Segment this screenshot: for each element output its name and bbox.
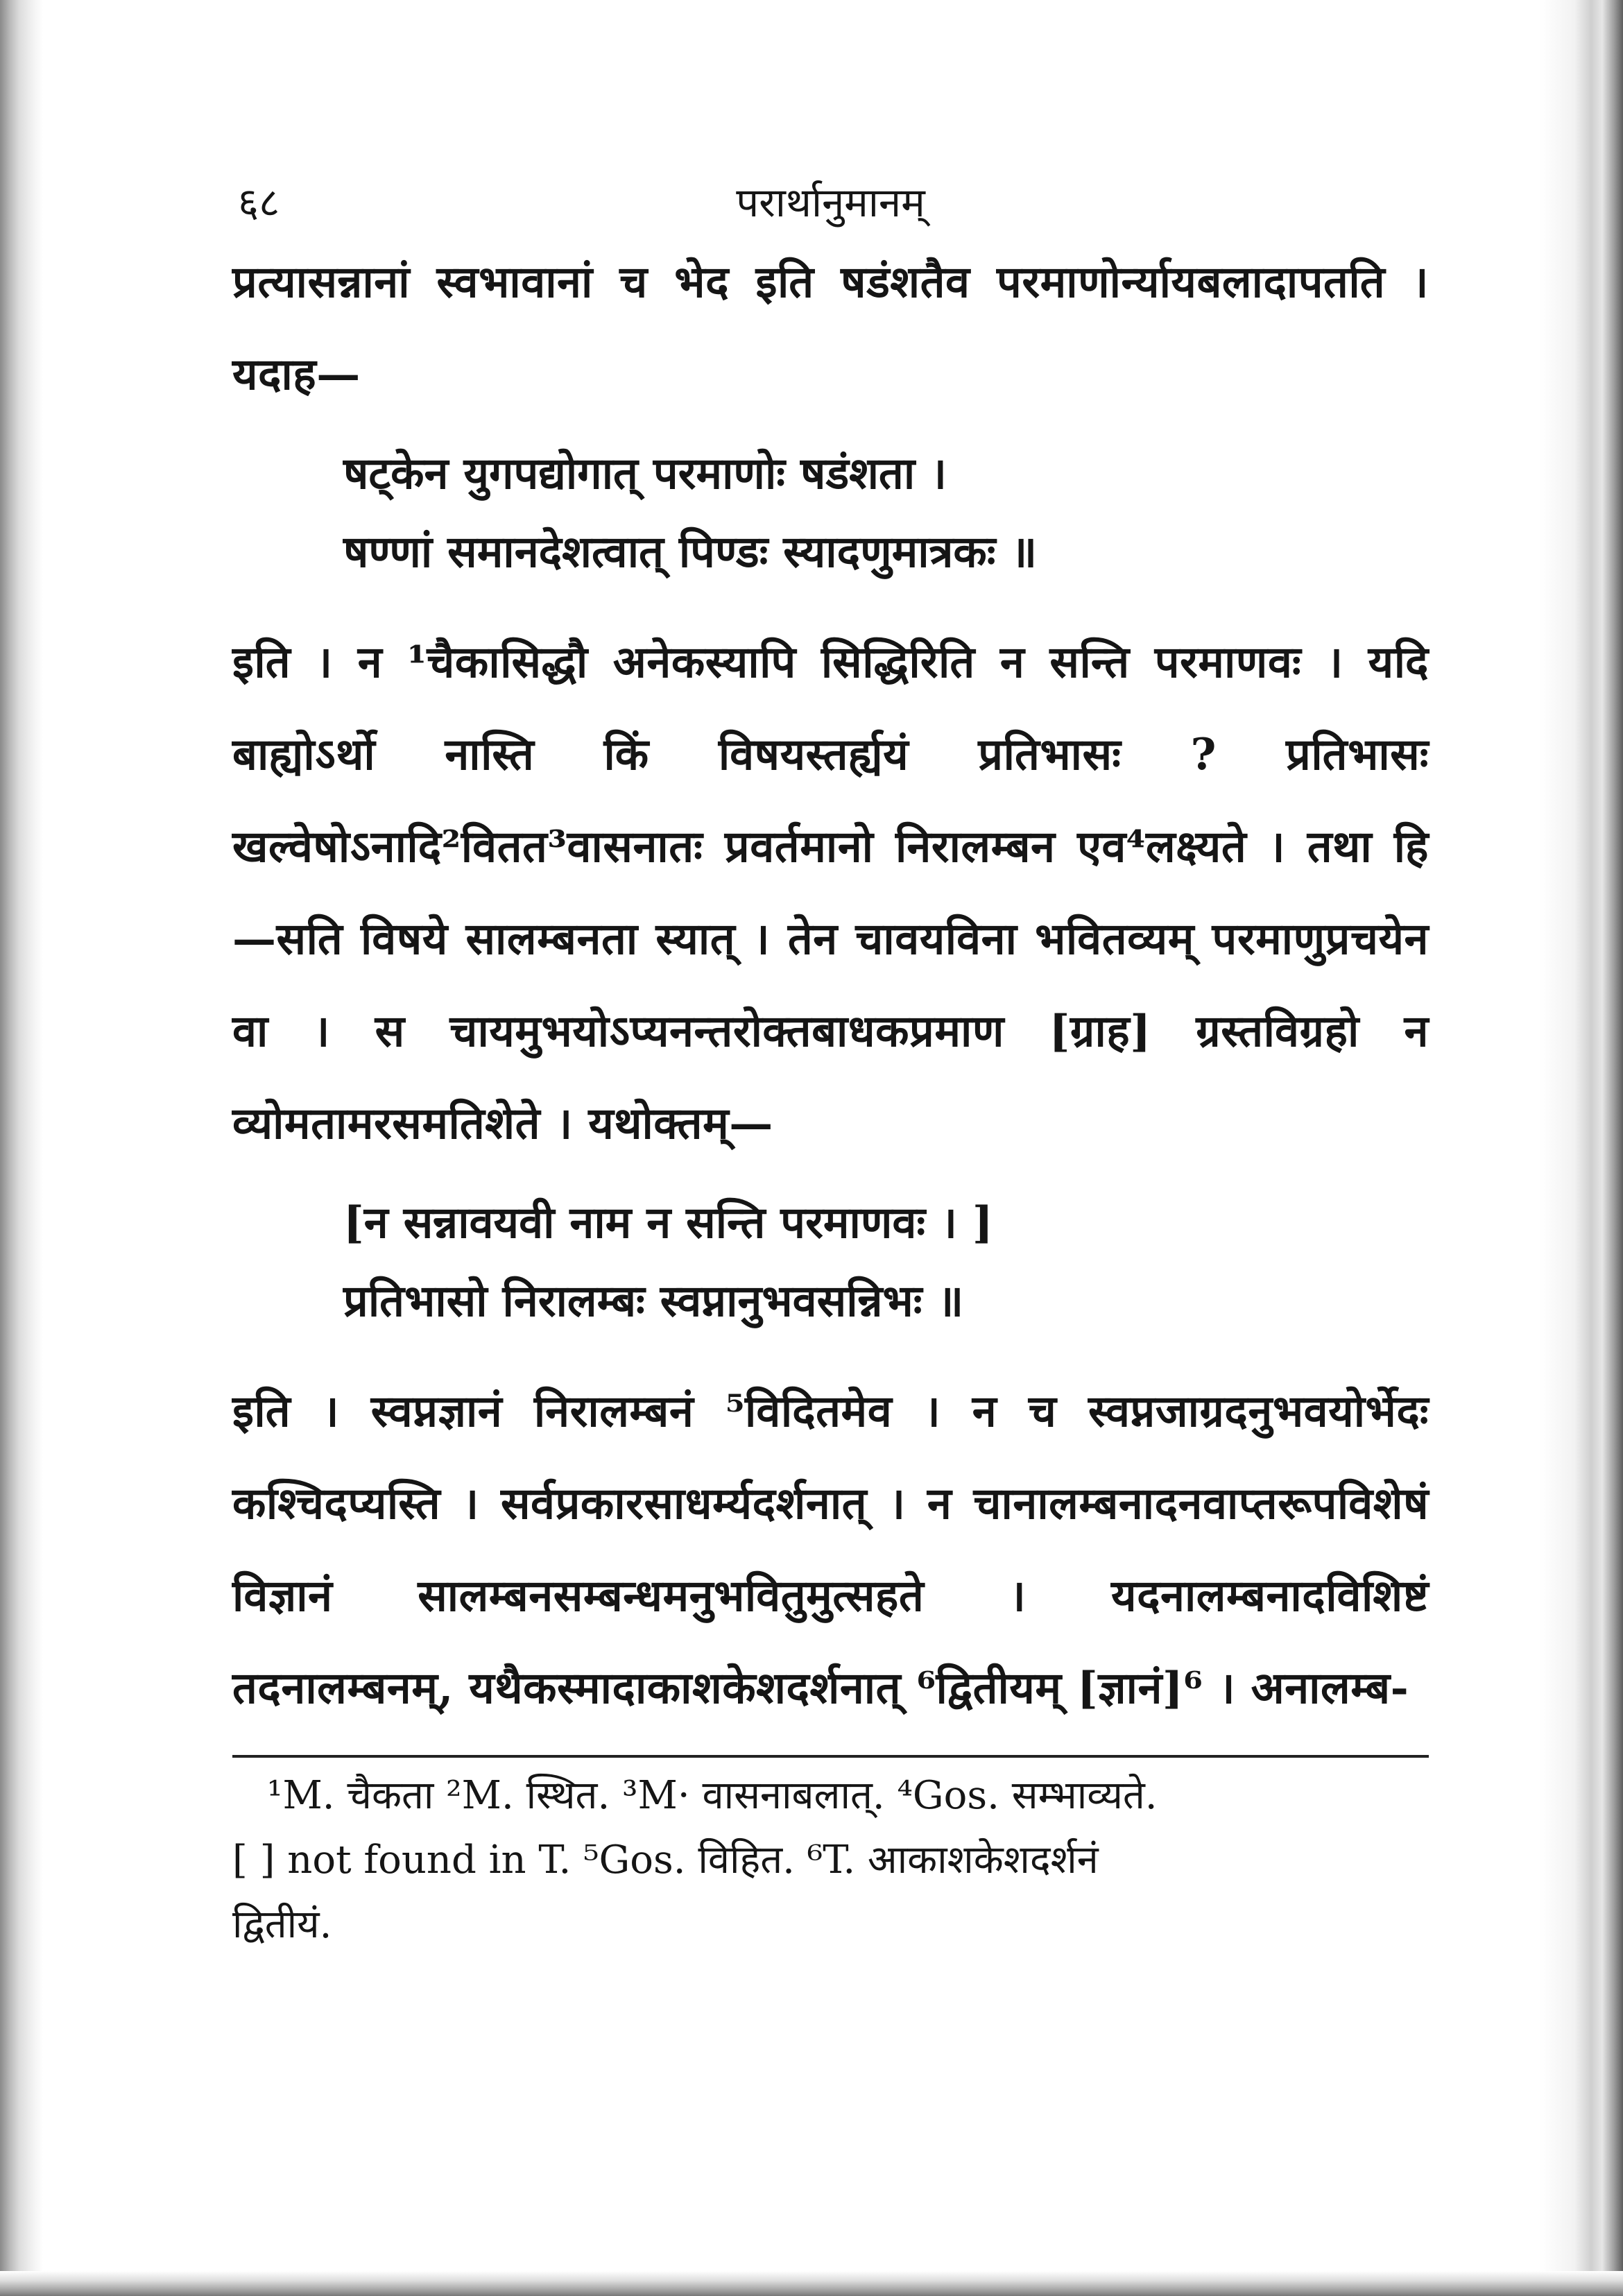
- paragraph-2: इति । न ¹चैकासिद्धौ अनेकस्यापि सिद्धिरिति न सन्ति परमाणवः । यदि बाह्योऽर्थो नास्ति किं विषयस्तर्ह्ययं प्रतिभासः ? प्रतिभासः खल्वेषोऽनादि²वितत³वासनातः प्रवर्तमानो निरालम्बन एव⁴लक्ष्यते । तथा हि—सति विषये सालम्बनता स्यात् । तेन चावयविना भवितव्यम् परमाणुप्रचयेन वा । स चायमुभयोऽप्यनन्तरोक्तबाधकप्रमाण [ग्राह] ग्रस्तविग्रहो न व्योमतामरसमतिशेते । यथोक्तम्—: [232, 636, 1429, 1149]
- page-header: [232, 173, 1429, 236]
- paragraph-3: इति । स्वप्नज्ञानं निरालम्बनं ⁵विदितमेव । न च स्वप्नजाग्रदनुभवयोर्भेदः कश्चिदप्यस्ति । सर्वप्रकारसाधर्म्यदर्शनात् । न चानालम्बनादनवाप्तरूपविशेषं विज्ञानं सालम्बनसम्बन्धमनुभवितुमुत्सहते । यदनालम्बनादविशिष्टं तदनालम्बनम्, यथैकस्मादाकाशकेशदर्शनात् ⁶द्वितीयम् [ज्ञानं]⁶ । अनालम्ब-: [232, 1385, 1429, 1713]
- verse-2: [232, 1183, 1429, 1340]
- footnote-line-1: ¹M. चैकता ²M. स्थित. ³M· वासनाबलात्. ⁴Gos. सम्भाव्यते.: [267, 1773, 1158, 1818]
- footnote-line-2: [ ] not found in T. ⁵Gos. विहित. ⁶T. आकाशकेशदर्शनं: [232, 1837, 1099, 1883]
- scan-edge-bottom: [0, 2271, 1623, 2296]
- scan-edge-left: [0, 0, 43, 2296]
- scan-edge-right: [1540, 0, 1623, 2296]
- page-number: ६८: [238, 179, 280, 226]
- running-title: परार्थानुमानम्: [736, 179, 925, 226]
- footnote-line-3: द्वितीयं.: [232, 1902, 332, 1947]
- footnotes: [232, 1763, 1429, 1957]
- book-page: [232, 173, 1429, 1957]
- verse-1-line-1: षट्केन युगपद्योगात् परमाणोः षडंशता ।: [343, 447, 947, 499]
- footnote-rule: [232, 1755, 1429, 1758]
- paragraph-1: प्रत्यासन्नानां स्वभावानां च भेद इति षडंशतैव परमाणोर्न्यायबलादापतति । यदाह—: [232, 256, 1429, 400]
- verse-1-line-2: षण्णां समानदेशत्वात् पिण्डः स्यादणुमात्रकः ॥: [343, 526, 1038, 577]
- verse-2-line-2: प्रतिभासो निरालम्बः स्वप्नानुभवसन्निभः ॥: [343, 1275, 964, 1326]
- verse-1: [232, 434, 1429, 591]
- verse-2-line-1: [न सन्नावयवी नाम न सन्ति परमाणवः । ]: [343, 1197, 993, 1248]
